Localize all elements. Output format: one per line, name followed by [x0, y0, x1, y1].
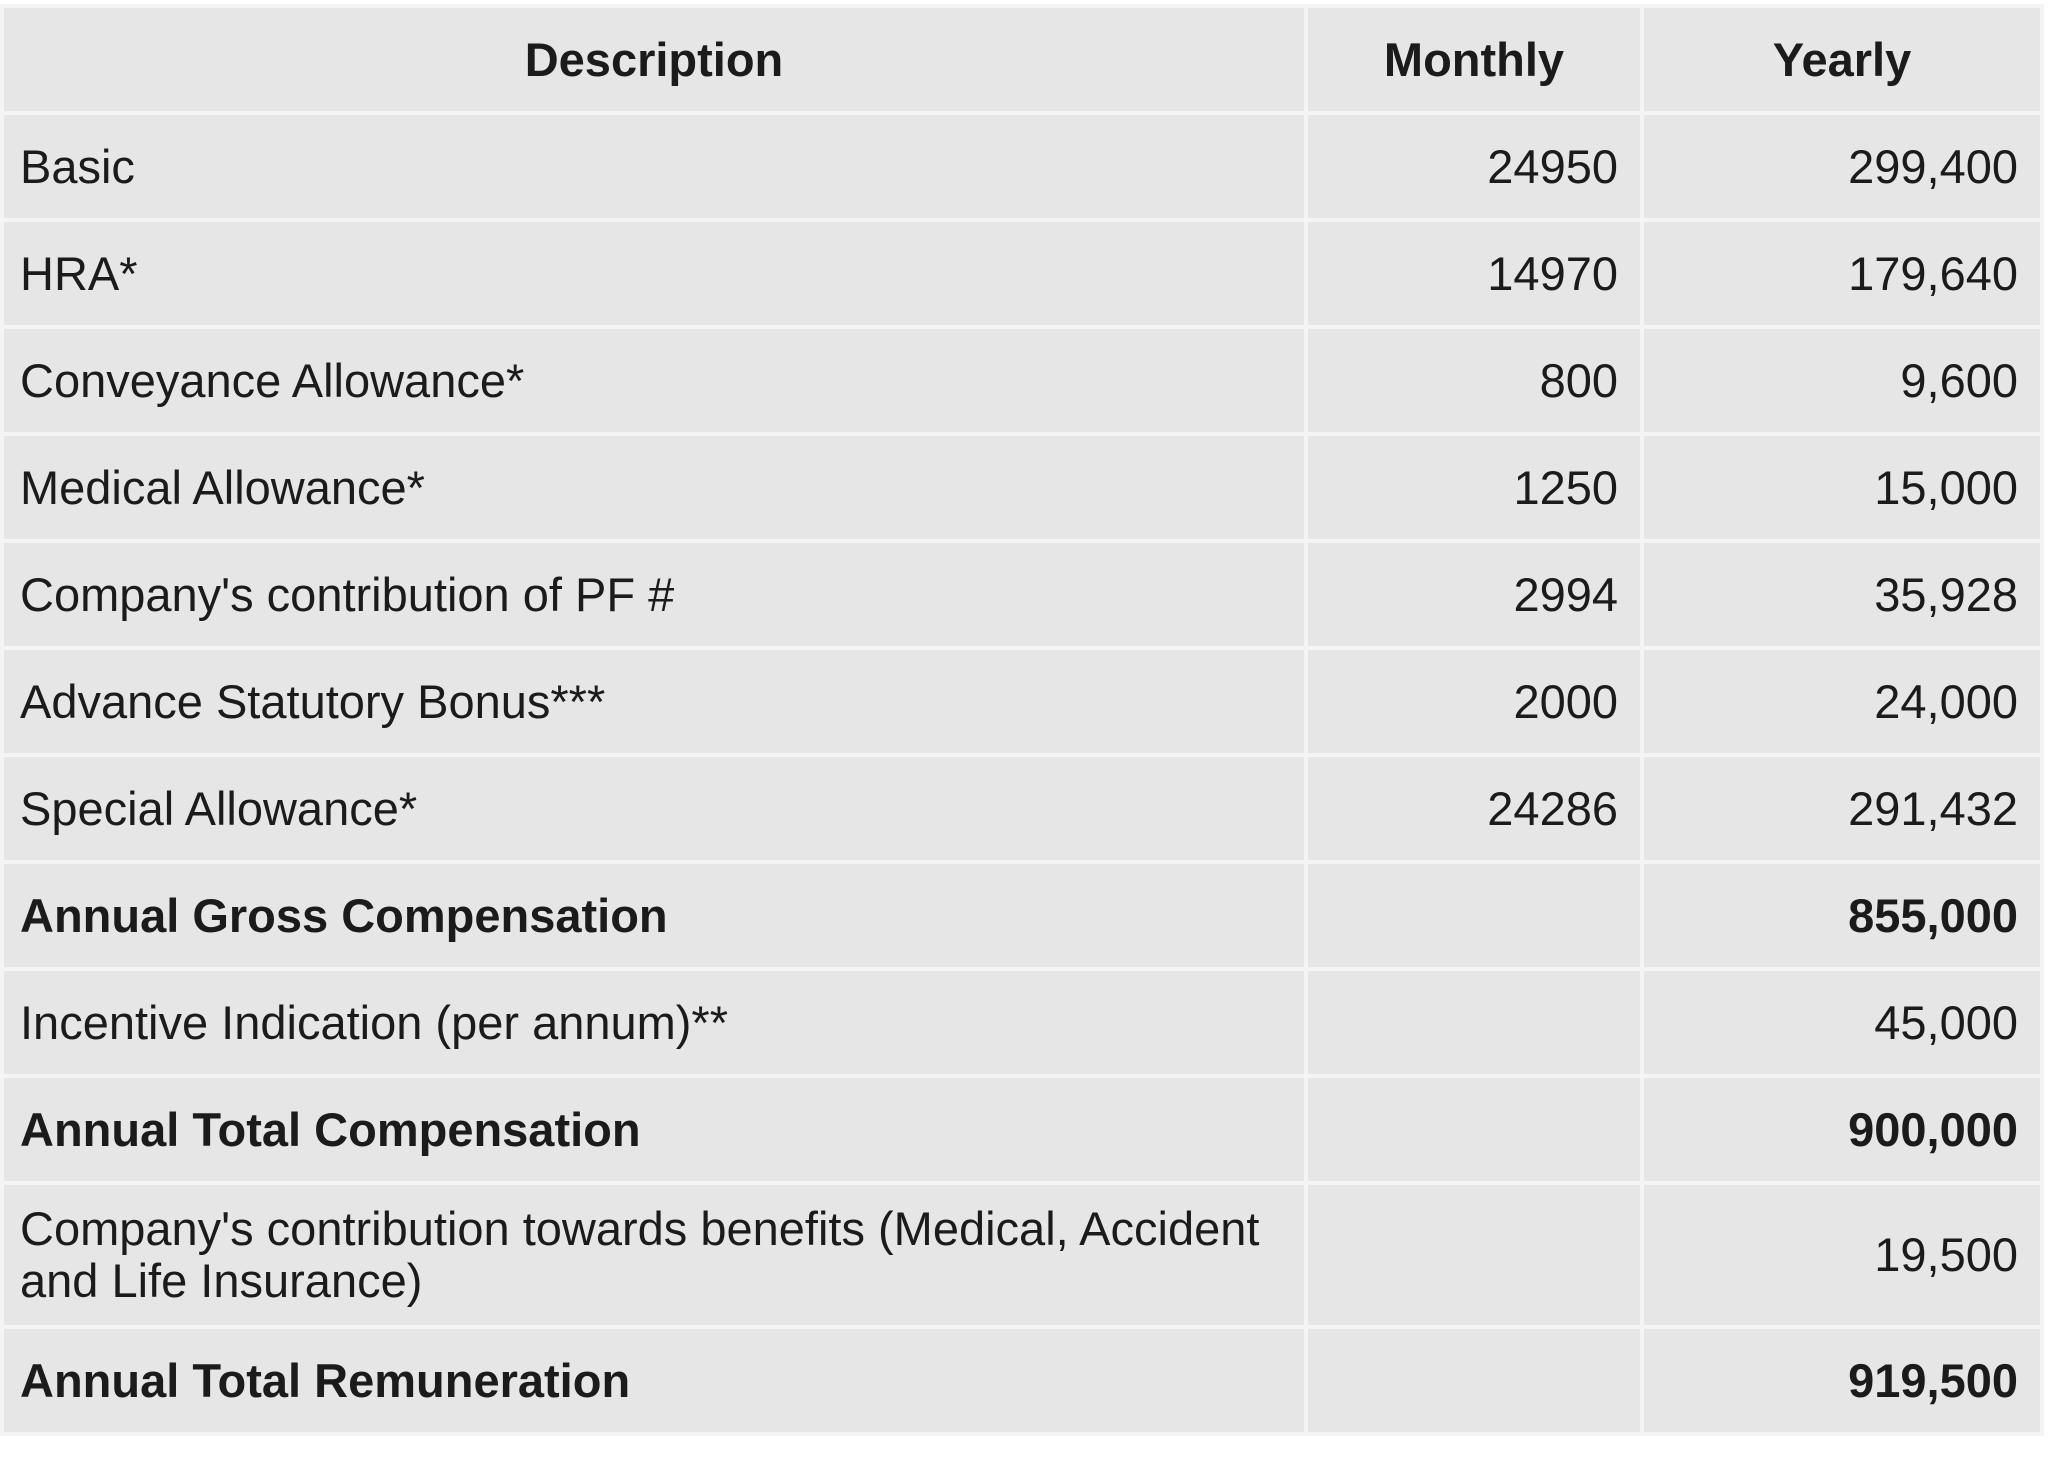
row-description: Company's contribution towards benefits (Medical, Accident and Life Insurance)	[2, 1183, 1306, 1327]
table-row	[2, 220, 2042, 327]
table-row	[2, 327, 2042, 434]
row-yearly: 900,000	[1642, 1076, 2042, 1183]
row-description: Incentive Indication (per annum)**	[2, 969, 1306, 1076]
row-description: Conveyance Allowance*	[2, 327, 1306, 434]
table-header-row	[2, 6, 2042, 113]
row-monthly	[1306, 1183, 1642, 1327]
row-description: Advance Statutory Bonus***	[2, 648, 1306, 755]
table-row	[2, 648, 2042, 755]
row-yearly: 19,500	[1642, 1183, 2042, 1327]
table-row	[2, 969, 2042, 1076]
header-yearly: Yearly	[1642, 6, 2042, 113]
row-yearly: 9,600	[1642, 327, 2042, 434]
table-row	[2, 113, 2042, 220]
row-monthly	[1306, 1327, 1642, 1434]
table-row	[2, 434, 2042, 541]
compensation-table-container	[0, 4, 2040, 1436]
row-yearly: 24,000	[1642, 648, 2042, 755]
row-description: HRA*	[2, 220, 1306, 327]
row-yearly: 45,000	[1642, 969, 2042, 1076]
row-yearly: 179,640	[1642, 220, 2042, 327]
row-description: Medical Allowance*	[2, 434, 1306, 541]
row-yearly: 291,432	[1642, 755, 2042, 862]
row-description: Annual Total Remuneration	[2, 1327, 1306, 1434]
row-description: Company's contribution of PF #	[2, 541, 1306, 648]
row-yearly: 299,400	[1642, 113, 2042, 220]
row-monthly	[1306, 1076, 1642, 1183]
row-description: Basic	[2, 113, 1306, 220]
header-monthly: Monthly	[1306, 6, 1642, 113]
row-yearly: 855,000	[1642, 862, 2042, 969]
row-monthly: 24286	[1306, 755, 1642, 862]
table-row-subtotal	[2, 862, 2042, 969]
table-row	[2, 1183, 2042, 1327]
row-monthly: 2994	[1306, 541, 1642, 648]
row-yearly: 35,928	[1642, 541, 2042, 648]
table-row-total	[2, 1327, 2042, 1434]
row-description: Annual Gross Compensation	[2, 862, 1306, 969]
compensation-table	[0, 4, 2044, 1436]
row-monthly	[1306, 862, 1642, 969]
row-description: Annual Total Compensation	[2, 1076, 1306, 1183]
row-monthly: 24950	[1306, 113, 1642, 220]
table-row-subtotal	[2, 1076, 2042, 1183]
row-monthly: 2000	[1306, 648, 1642, 755]
row-monthly: 1250	[1306, 434, 1642, 541]
row-yearly: 15,000	[1642, 434, 2042, 541]
table-row	[2, 541, 2042, 648]
row-description: Special Allowance*	[2, 755, 1306, 862]
row-yearly: 919,500	[1642, 1327, 2042, 1434]
row-monthly	[1306, 969, 1642, 1076]
header-description: Description	[2, 6, 1306, 113]
row-monthly: 800	[1306, 327, 1642, 434]
table-row	[2, 755, 2042, 862]
row-monthly: 14970	[1306, 220, 1642, 327]
